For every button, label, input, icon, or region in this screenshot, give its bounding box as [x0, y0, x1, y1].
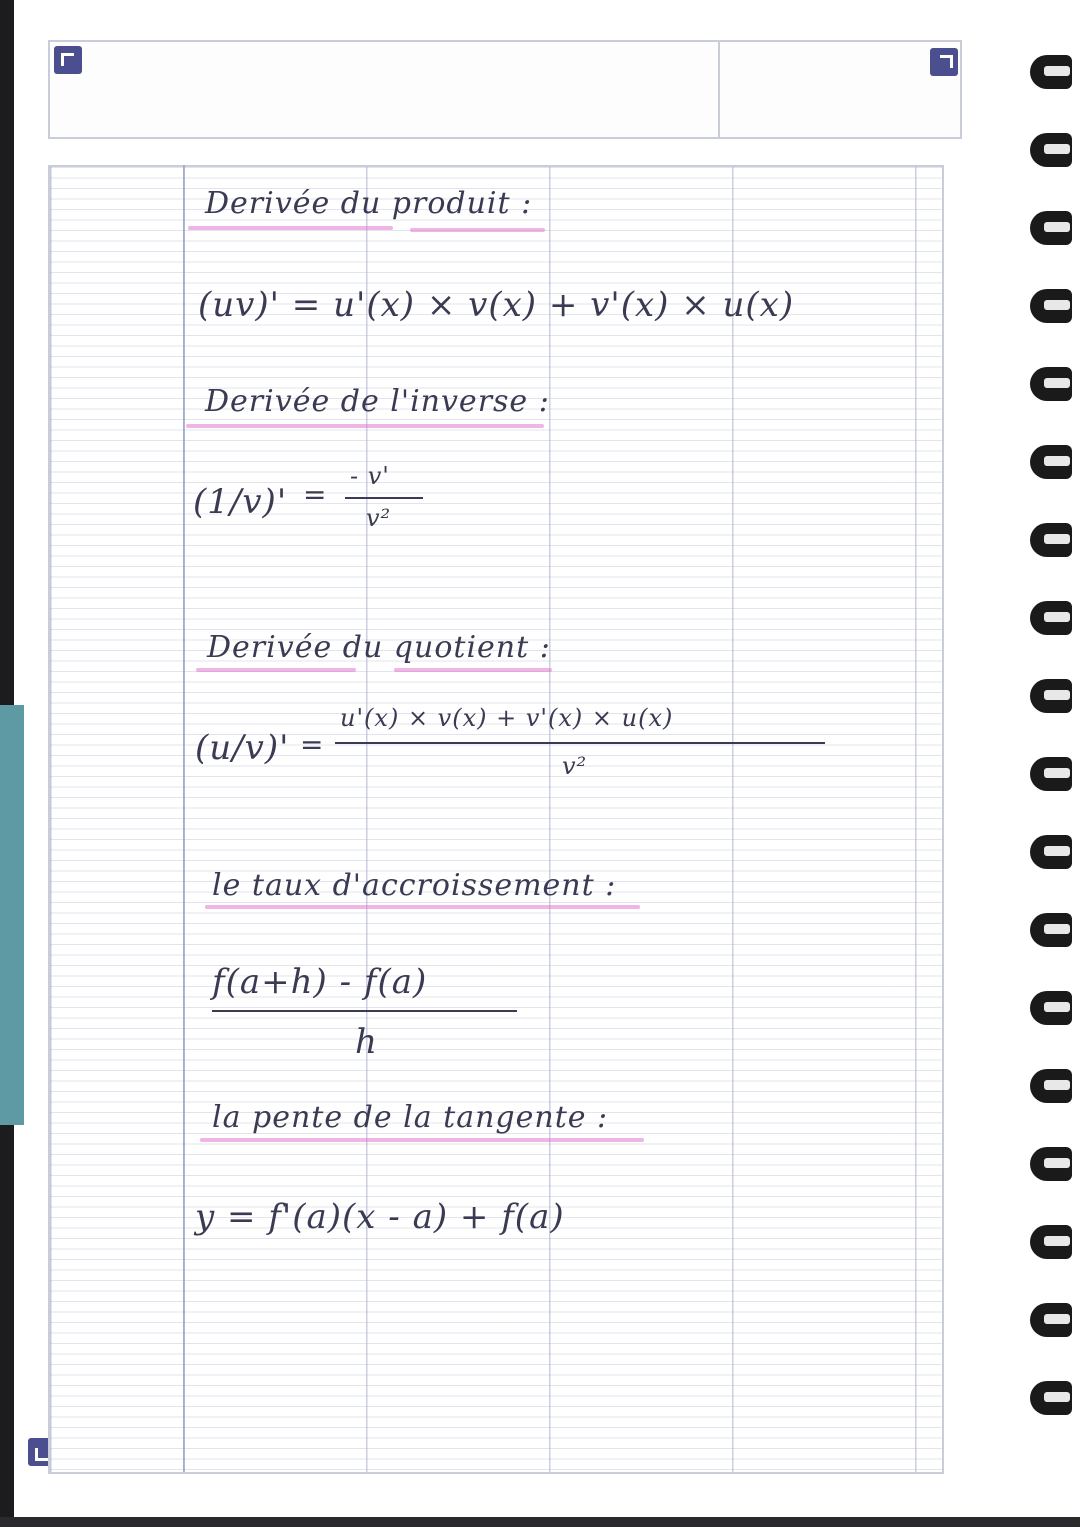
fraction-bar [335, 742, 825, 744]
formula-rate-denominator: h [355, 1022, 378, 1062]
title-highlight [186, 424, 544, 428]
title-highlight [205, 905, 640, 909]
header-divider [718, 40, 720, 137]
spiral-ring-icon [1030, 55, 1072, 89]
spiral-ring-icon [1030, 1303, 1072, 1337]
section-title-rate: le taux d'accroissement : [212, 868, 617, 903]
formula-tangent: y = f'(a)(x - a) + f(a) [195, 1197, 565, 1237]
section-title-inverse: Derivée de l'inverse : [205, 384, 550, 419]
title-highlight [188, 226, 393, 230]
formula-product: (uv)' = u'(x) × v(x) + v'(x) × u(x) [198, 285, 795, 325]
spiral-ring-icon [1030, 523, 1072, 557]
formula-inverse-numerator: - v' [350, 462, 390, 490]
spiral-ring-icon [1030, 1147, 1072, 1181]
formula-inverse-lhs: (1/v)' [193, 482, 288, 522]
fraction-bar [212, 1010, 517, 1012]
spiral-ring-icon [1030, 1225, 1072, 1259]
title-highlight [200, 1138, 644, 1142]
spiral-ring-icon [1030, 679, 1072, 713]
title-highlight [410, 228, 545, 232]
spiral-ring-icon [1030, 211, 1072, 245]
formula-quotient-denominator: v² [562, 752, 588, 780]
corner-marker-icon [54, 46, 82, 74]
spiral-ring-icon [1030, 1069, 1072, 1103]
spiral-binding [1024, 55, 1080, 1455]
formula-inverse-denominator: v² [366, 504, 392, 532]
spiral-ring-icon [1030, 1381, 1072, 1415]
title-highlight [196, 668, 356, 672]
spiral-ring-icon [1030, 445, 1072, 479]
spiral-ring-icon [1030, 601, 1072, 635]
table-edge [0, 1517, 1080, 1527]
formula-quotient-numerator: u'(x) × v(x) + v'(x) × u(x) [340, 704, 674, 732]
formula-rate-numerator: f(a+h) - f(a) [212, 962, 428, 1002]
spiral-ring-icon [1030, 835, 1072, 869]
spiral-ring-icon [1030, 367, 1072, 401]
title-highlight [394, 668, 552, 672]
spiral-ring-icon [1030, 133, 1072, 167]
background-accent [0, 705, 24, 1125]
formula-quotient-lhs: (u/v)' [195, 728, 290, 768]
section-title-quotient: Derivée du quotient : [207, 630, 551, 665]
spiral-ring-icon [1030, 913, 1072, 947]
spiral-ring-icon [1030, 991, 1072, 1025]
equals-sign: = [300, 728, 325, 761]
header-box [48, 40, 962, 139]
corner-marker-icon [930, 48, 958, 76]
spiral-ring-icon [1030, 289, 1072, 323]
section-title-tangent: la pente de la tangente : [212, 1100, 609, 1135]
equals-sign: = [303, 478, 328, 511]
section-title-product: Derivée du produit : [205, 186, 533, 221]
margin-line [183, 165, 185, 1472]
fraction-bar [345, 497, 423, 499]
spiral-ring-icon [1030, 757, 1072, 791]
